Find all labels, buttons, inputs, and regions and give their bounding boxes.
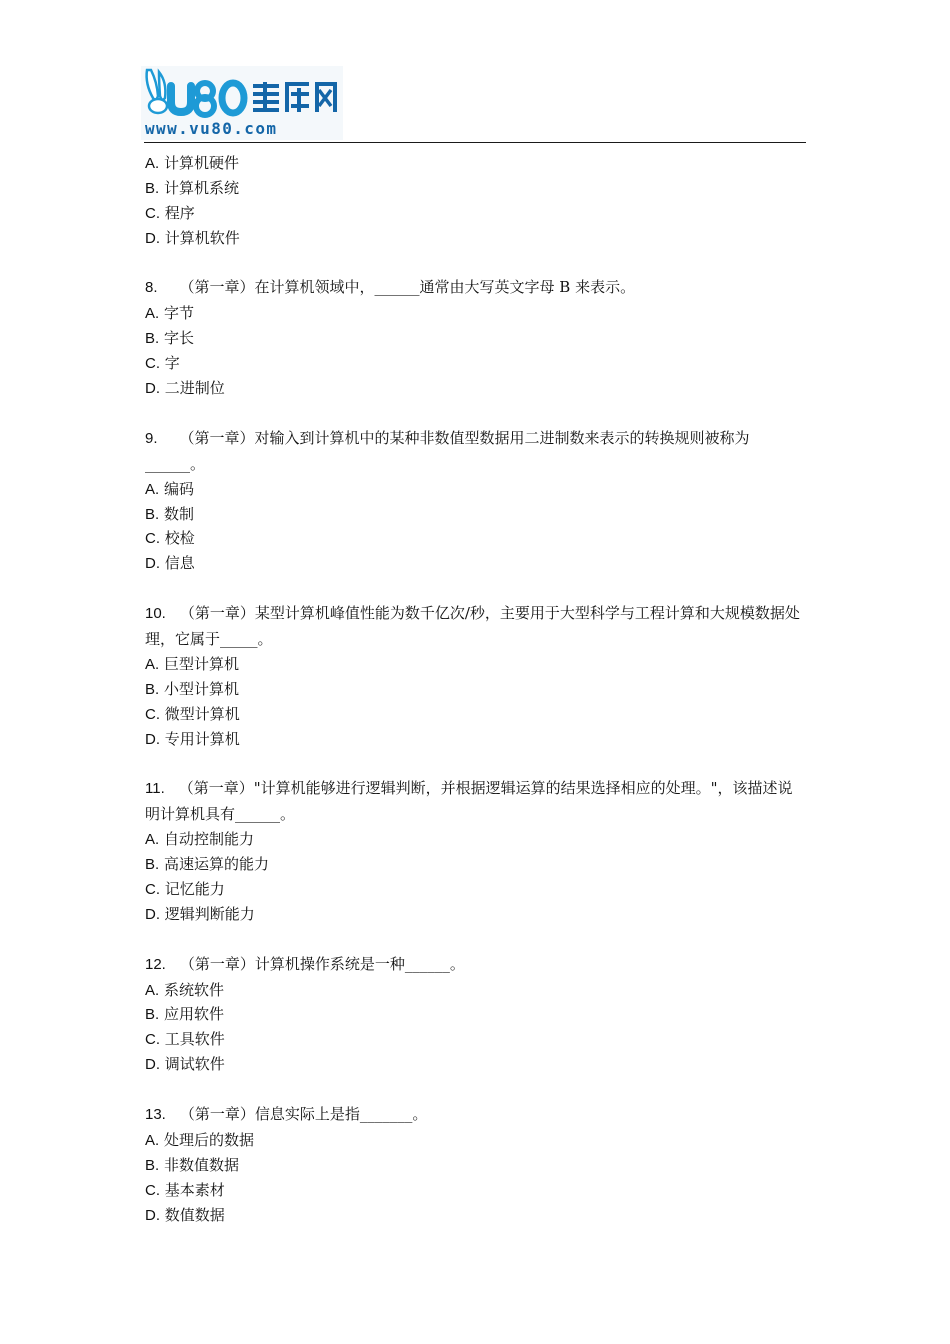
option-row [145, 702, 807, 727]
option-text: 二进制位 [164, 379, 225, 398]
option-row [145, 151, 807, 176]
option-text: 字节 [163, 304, 194, 323]
option-letter: B. [145, 179, 160, 197]
option-letter: C. [145, 1181, 160, 1199]
option-row [145, 502, 807, 527]
question-text [145, 275, 807, 301]
option-letter: C. [145, 880, 160, 898]
option-row [145, 902, 807, 927]
logo-url: www.vu80.com [145, 119, 278, 138]
option-text: 调试软件 [164, 1055, 225, 1074]
question-stem: （第一章）计算机操作系统是一种______。 [179, 954, 465, 973]
option-letter: D. [145, 1056, 160, 1074]
option-letter: A. [145, 480, 160, 498]
question-number: 12. [145, 955, 166, 973]
question-number: 11. [145, 780, 165, 798]
option-letter: B. [145, 1006, 160, 1024]
option-text: 记忆能力 [164, 879, 225, 898]
option-row [145, 677, 807, 702]
option-letter: B. [145, 856, 160, 874]
option-letter: D. [145, 730, 160, 748]
option-text: 微型计算机 [164, 704, 240, 723]
option-text: 计算机软件 [164, 228, 240, 247]
option-text: 高速运算的能力 [163, 855, 269, 874]
option-row [145, 1128, 807, 1153]
option-letter: A. [145, 305, 160, 323]
option-row [145, 1178, 807, 1203]
option-letter: A. [145, 155, 160, 172]
option-text: 系统软件 [163, 980, 224, 999]
option-text: 应用软件 [163, 1005, 224, 1024]
option-letter: B. [145, 1156, 160, 1174]
option-text: 程序 [164, 203, 195, 222]
option-text: 字长 [163, 329, 194, 348]
option-text: 计算机硬件 [163, 154, 239, 172]
option-letter: A. [145, 1131, 160, 1149]
question-number: 8. [145, 279, 158, 297]
option-text: 数值数据 [164, 1205, 225, 1224]
option-letter: C. [145, 204, 160, 222]
question-13 [145, 1102, 807, 1227]
option-row [145, 326, 807, 351]
question-text [145, 1102, 807, 1128]
option-letter: D. [145, 380, 160, 398]
option-text: 校检 [164, 529, 195, 548]
question-text [145, 952, 807, 978]
header-divider [144, 142, 806, 143]
option-text: 专用计算机 [164, 729, 240, 748]
option-row [145, 301, 807, 326]
option-row [145, 176, 807, 201]
option-row [145, 376, 807, 401]
option-letter: C. [145, 705, 160, 723]
option-letter: C. [145, 530, 160, 548]
logo-image [141, 66, 343, 140]
option-letter: C. [145, 1031, 160, 1049]
option-letter: A. [145, 655, 160, 673]
option-letter: B. [145, 505, 160, 523]
question-9 [145, 426, 807, 576]
option-letter: A. [145, 981, 160, 999]
option-letter: D. [145, 555, 160, 573]
option-text: 工具软件 [164, 1030, 225, 1049]
continued-question-options [145, 151, 807, 251]
option-row [145, 1002, 807, 1027]
option-text: 小型计算机 [163, 679, 239, 698]
option-letter: D. [145, 1206, 160, 1224]
option-letter: B. [145, 680, 160, 698]
question-number: 9. [145, 429, 158, 447]
option-row [145, 1203, 807, 1228]
question-11 [145, 776, 807, 926]
option-text: 字 [164, 354, 180, 373]
option-text: 自动控制能力 [163, 830, 254, 849]
option-row [145, 852, 807, 877]
option-row [145, 551, 807, 576]
option-row [145, 351, 807, 376]
option-row [145, 652, 807, 677]
option-row [145, 877, 807, 902]
option-row [145, 1052, 807, 1077]
option-row [145, 201, 807, 226]
option-row [145, 1153, 807, 1178]
option-text: 巨型计算机 [163, 654, 239, 673]
option-letter: B. [145, 330, 160, 348]
option-text: 逻辑判断能力 [164, 904, 255, 923]
option-row [145, 727, 807, 752]
option-letter: D. [145, 229, 160, 247]
option-text: 计算机系统 [163, 178, 239, 197]
option-row [145, 526, 807, 551]
option-text: 基本素材 [164, 1180, 225, 1199]
option-letter: A. [145, 831, 160, 849]
option-letter: D. [145, 905, 160, 923]
document-content [145, 151, 807, 1227]
question-text [145, 601, 807, 652]
option-text: 处理后的数据 [163, 1130, 254, 1149]
question-text [145, 426, 807, 477]
option-letter: C. [145, 355, 160, 373]
option-text: 编码 [163, 479, 194, 498]
question-stem: （第一章）某型计算机峰值性能为数千亿次/秒，主要用于大型科学与工程计算和大规模数据处理，它属于_____。 [145, 604, 800, 648]
question-stem: （第一章）信息实际上是指_______。 [179, 1104, 428, 1123]
option-row [145, 978, 807, 1003]
question-number: 13. [145, 1105, 166, 1123]
question-10 [145, 601, 807, 751]
option-row [145, 226, 807, 251]
site-logo [141, 66, 343, 140]
question-stem: （第一章）在计算机领域中，______通常由大写英文字母 B 来表示。 [179, 278, 636, 297]
option-row [145, 1027, 807, 1052]
option-row [145, 827, 807, 852]
option-text: 数制 [163, 504, 194, 523]
option-text: 非数值数据 [163, 1155, 239, 1174]
option-text: 信息 [164, 554, 195, 573]
option-row [145, 477, 807, 502]
question-text [145, 776, 807, 827]
question-stem: （第一章）对输入到计算机中的某种非数值型数据用二进制数来表示的转换规则被称为______。 [145, 428, 750, 473]
question-number: 10. [145, 605, 166, 623]
question-stem: （第一章）"计算机能够进行逻辑判断，并根据逻辑运算的结果选择相应的处理。"，该描述说明计算机具有______。 [145, 779, 793, 824]
question-8 [145, 275, 807, 400]
question-12 [145, 952, 807, 1077]
